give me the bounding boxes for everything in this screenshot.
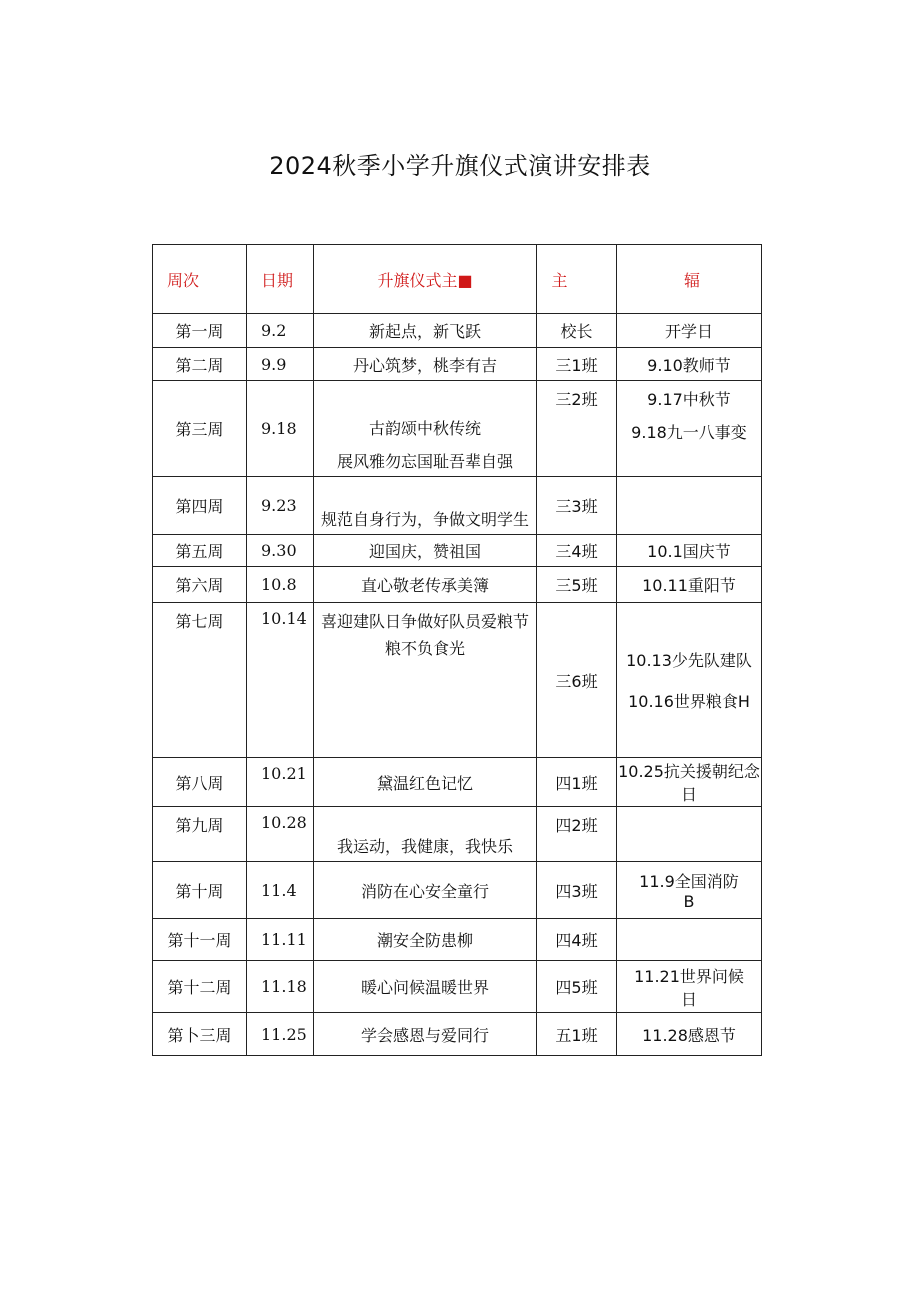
header-host: 主 — [537, 245, 617, 314]
theme-cell — [314, 535, 537, 567]
table-row — [153, 603, 762, 758]
host-cell: 校长 — [537, 314, 617, 348]
theme-line: 暖心问候温暖世界 — [360, 978, 489, 997]
week-cell: 第十二周 — [153, 961, 247, 1013]
date-cell: 9.23 — [247, 477, 314, 535]
theme-cell — [314, 348, 537, 381]
week-cell: 第卜三周 — [153, 1013, 247, 1056]
note-line: 9.17中秋节 — [647, 390, 731, 409]
note-cell — [617, 314, 762, 348]
note-cell — [617, 603, 762, 758]
note-cell — [617, 535, 762, 567]
note-line: 开学日 — [664, 322, 713, 341]
theme-cell — [314, 1013, 537, 1056]
week-cell: 第四周 — [153, 477, 247, 535]
host-cell: 四3班 — [537, 862, 617, 919]
date-cell: 9.9 — [247, 348, 314, 381]
note-line: 10.25抗关援朝纪念 — [618, 762, 760, 781]
theme-cell — [314, 961, 537, 1013]
table-row — [153, 758, 762, 807]
theme-cell — [314, 314, 537, 348]
table-row — [153, 477, 762, 535]
host-cell: 四5班 — [537, 961, 617, 1013]
week-cell: 第十周 — [153, 862, 247, 919]
note-cell — [617, 807, 762, 862]
header-note: 辐 — [617, 245, 762, 314]
table-row — [153, 314, 762, 348]
host-cell: 三4班 — [537, 535, 617, 567]
theme-line: 新起点，新飞跃 — [368, 322, 481, 341]
note-cell — [617, 961, 762, 1013]
host-cell: 四2班 — [537, 807, 617, 862]
note-cell — [617, 381, 762, 477]
host-cell: 三2班 — [537, 381, 617, 477]
host-cell: 四1班 — [537, 758, 617, 807]
header-date: 日期 — [247, 245, 314, 314]
week-cell: 第七周 — [153, 603, 247, 758]
theme-cell — [314, 603, 537, 758]
theme-line: 迎国庆，赞祖国 — [368, 542, 481, 561]
table-row — [153, 535, 762, 567]
header-week: 周次 — [153, 245, 247, 314]
week-cell: 第十一周 — [153, 919, 247, 961]
theme-line: 学会感恩与爱同行 — [360, 1025, 489, 1045]
note-line: 10.11重阳节 — [642, 576, 736, 595]
theme-line: 我运动，我健康，我快乐 — [336, 837, 513, 856]
date-cell: 11.4 — [247, 862, 314, 919]
table-row — [153, 807, 762, 862]
week-cell: 第五周 — [153, 535, 247, 567]
table-row — [153, 961, 762, 1013]
note-cell — [617, 348, 762, 381]
date-cell: 11.25 — [247, 1013, 314, 1056]
date-cell: 10.21 — [247, 758, 314, 807]
note-line: 9.18九一八事变 — [631, 423, 747, 442]
schedule-table — [152, 244, 762, 1056]
note-cell — [617, 567, 762, 603]
theme-line: 喜迎建队日争做好队员爱粮节 — [320, 612, 529, 631]
theme-line: 粮不负食光 — [384, 639, 465, 658]
theme-cell — [314, 758, 537, 807]
host-cell: 五1班 — [537, 1013, 617, 1056]
theme-cell — [314, 919, 537, 961]
note-line: 9.10教师节 — [647, 355, 731, 375]
note-cell — [617, 919, 762, 961]
host-cell: 三5班 — [537, 567, 617, 603]
theme-line: 展风雅勿忘国耻吾辈自强 — [336, 452, 513, 471]
note-line: B — [683, 892, 695, 911]
table-row — [153, 381, 762, 477]
table-header-row — [153, 245, 762, 314]
week-cell: 第一周 — [153, 314, 247, 348]
theme-line: 丹心筑梦，桃李有吉 — [352, 355, 497, 375]
note-line: 11.21世界问候 — [634, 966, 744, 986]
note-line: 10.16世界粮食H — [628, 692, 750, 711]
date-cell: 9.18 — [247, 381, 314, 477]
date-cell: 10.14 — [247, 603, 314, 758]
note-line: 日 — [680, 785, 697, 804]
table-row — [153, 862, 762, 919]
note-line: 日 — [680, 989, 697, 1009]
week-cell: 第三周 — [153, 381, 247, 477]
theme-cell — [314, 862, 537, 919]
theme-line: 黛温红色记忆 — [376, 773, 473, 793]
date-cell: 9.2 — [247, 314, 314, 348]
week-cell: 第九周 — [153, 807, 247, 862]
note-line: 10.13少先队建队 — [626, 651, 752, 670]
table-row — [153, 919, 762, 961]
host-cell: 三3班 — [537, 477, 617, 535]
host-cell: 三6班 — [537, 603, 617, 758]
date-cell: 9.30 — [247, 535, 314, 567]
note-cell — [617, 1013, 762, 1056]
theme-line: 直心敬老传承美簿 — [360, 576, 489, 595]
date-cell: 11.18 — [247, 961, 314, 1013]
date-cell: 11.11 — [247, 919, 314, 961]
theme-cell — [314, 381, 537, 477]
table-row — [153, 567, 762, 603]
note-line: 11.28感恩节 — [642, 1025, 736, 1045]
host-cell: 三1班 — [537, 348, 617, 381]
theme-line: 古韵颂中秋传统 — [368, 419, 481, 438]
theme-cell — [314, 567, 537, 603]
theme-line: 消防在心安全童行 — [360, 881, 489, 901]
note-cell — [617, 758, 762, 807]
date-cell: 10.8 — [247, 567, 314, 603]
theme-line: 潮安全防患柳 — [376, 931, 473, 950]
theme-cell — [314, 807, 537, 862]
header-theme: 升旗仪式主■ — [314, 245, 537, 314]
theme-line: 规范自身行为，争做文明学生 — [320, 510, 529, 529]
week-cell: 第八周 — [153, 758, 247, 807]
note-line: 10.1国庆节 — [647, 542, 731, 561]
note-line: 11.9全国消防 — [639, 872, 739, 891]
note-cell — [617, 477, 762, 535]
table-row — [153, 1013, 762, 1056]
note-cell — [617, 862, 762, 919]
theme-cell — [314, 477, 537, 535]
week-cell: 第六周 — [153, 567, 247, 603]
date-cell: 10.28 — [247, 807, 314, 862]
table-row — [153, 348, 762, 381]
host-cell: 四4班 — [537, 919, 617, 961]
document-title: 2024秋季小学升旗仪式演讲安排表 — [269, 152, 651, 180]
week-cell: 第二周 — [153, 348, 247, 381]
